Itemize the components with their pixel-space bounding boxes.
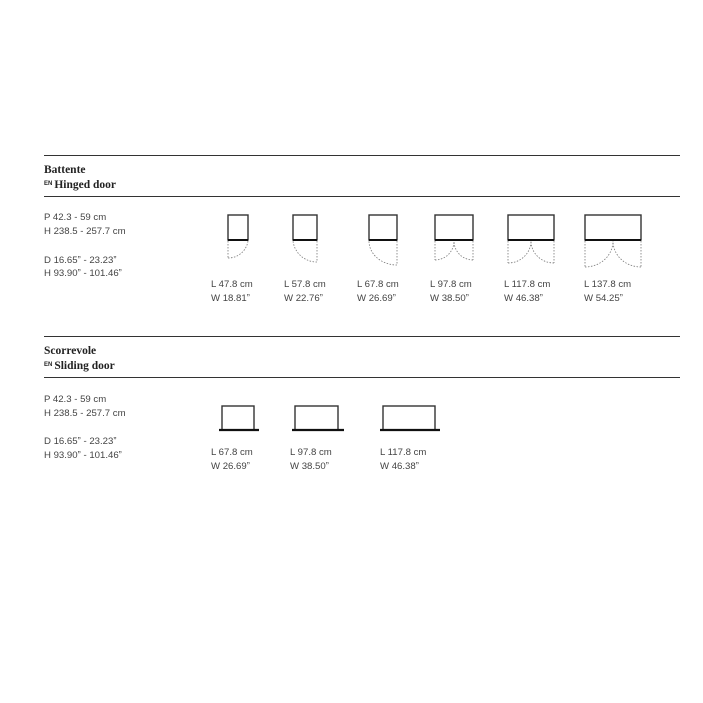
- item-length: L 117.8 cm: [504, 279, 551, 290]
- sliding-door-icon: [292, 405, 352, 435]
- section-title: Scorrevole: [44, 345, 97, 357]
- section-subtitle-line: [44, 359, 115, 373]
- en-language-tag: EN: [44, 362, 53, 368]
- spec-h: H 238.5 - 257.7 cm: [44, 408, 126, 419]
- spec-p: P 42.3 - 59 cm: [44, 394, 107, 405]
- product-item: [211, 405, 271, 485]
- spec-h-inches: H 93.90ˮ - 101.46ˮ: [44, 268, 122, 279]
- item-length: L 47.8 cm: [211, 279, 253, 290]
- product-item: [380, 405, 460, 485]
- spec-p: P 42.3 - 59 cm: [44, 212, 107, 223]
- item-width: W 54.25ˮ: [584, 293, 623, 304]
- item-width: W 38.50ˮ: [290, 461, 329, 472]
- header-divider: [44, 377, 680, 378]
- spec-d: D 16.65ˮ - 23.23ˮ: [44, 436, 117, 447]
- spec-d: D 16.65ˮ - 23.23ˮ: [44, 255, 117, 266]
- item-length: L 67.8 cm: [357, 279, 399, 290]
- section-title: Battente: [44, 164, 86, 176]
- item-width: W 18.81ˮ: [211, 293, 250, 304]
- sliding-door-icon: [219, 405, 269, 435]
- item-width: W 46.38ˮ: [504, 293, 543, 304]
- top-divider: [44, 336, 680, 337]
- section-subtitle: Sliding door: [54, 360, 115, 372]
- item-length: L 97.8 cm: [430, 279, 472, 290]
- item-width: W 38.50ˮ: [430, 293, 469, 304]
- sliding-door-icon: [380, 405, 450, 435]
- product-item: [290, 405, 360, 485]
- item-width: W 46.38ˮ: [380, 461, 419, 472]
- spec-h: H 238.5 - 257.7 cm: [44, 226, 126, 237]
- item-width: W 22.76ˮ: [284, 293, 323, 304]
- item-length: L 97.8 cm: [290, 447, 332, 458]
- item-length: L 67.8 cm: [211, 447, 253, 458]
- item-width: W 26.69ˮ: [357, 293, 396, 304]
- en-language-tag: EN: [44, 181, 53, 187]
- section-subtitle: Hinged door: [54, 179, 117, 191]
- item-length: L 117.8 cm: [380, 447, 427, 458]
- item-length: L 137.8 cm: [584, 279, 632, 290]
- item-length: L 57.8 cm: [284, 279, 326, 290]
- sliding-door-section: [44, 0, 680, 500]
- item-width: W 26.69ˮ: [211, 461, 250, 472]
- spec-h-inches: H 93.90ˮ - 101.46ˮ: [44, 450, 122, 461]
